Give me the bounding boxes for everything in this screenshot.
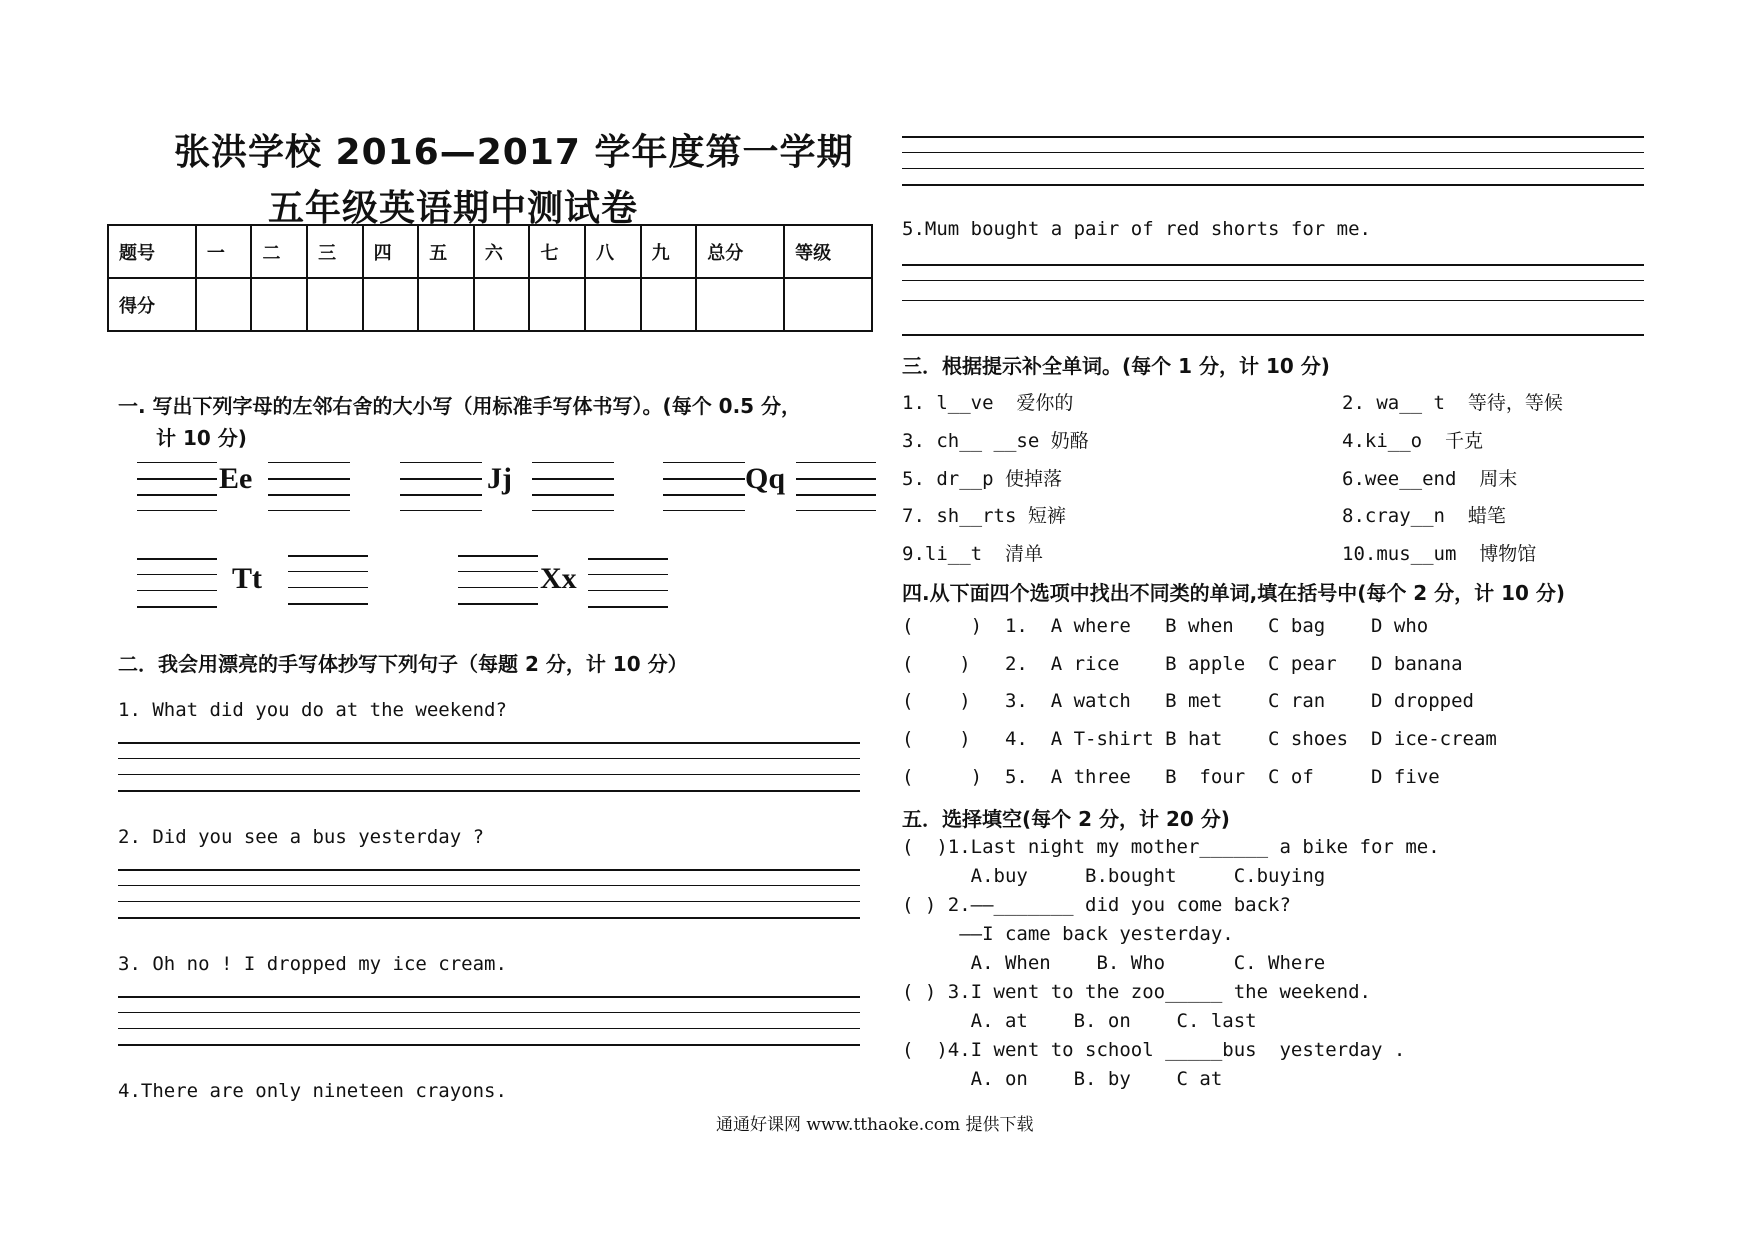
choice-item: ( ) 4. A T-shirt B hat C shoes D ice-cream (902, 728, 1497, 750)
word-item: 1. l__ve 爱你的 (902, 392, 1074, 414)
score-cell: 一 (196, 225, 252, 278)
score-input-cell[interactable] (696, 278, 784, 331)
letter-jj: Jj (487, 462, 512, 495)
score-table-score-row (108, 278, 872, 331)
word-item: 2. wa__ t 等待，等候 (1342, 392, 1563, 414)
score-input-cell[interactable] (641, 278, 697, 331)
word-item: 4.ki__o 千克 (1342, 430, 1483, 452)
score-table-header-row (108, 225, 872, 278)
word-item: 9.li__t 清单 (902, 543, 1043, 565)
word-item: 6.wee__end 周末 (1342, 468, 1518, 490)
score-input-cell[interactable] (307, 278, 363, 331)
choice-item: ( ) 1. A where B when C bag D who (902, 615, 1429, 637)
letter-xx: Xx (540, 562, 577, 595)
word-item: 8.cray__n 蜡笔 (1342, 505, 1506, 527)
word-item: 10.mus__um 博物馆 (1342, 543, 1537, 565)
copy-sentence: 5.Mum bought a pair of red shorts for me. (902, 218, 1371, 240)
choice-item: ( ) 3. A watch B met C ran D dropped (902, 690, 1474, 712)
fill-line: ( )1.Last night my mother______ a bike for me. (902, 836, 1440, 858)
score-input-cell[interactable] (585, 278, 641, 331)
word-item: 7. sh__rts 短裤 (902, 505, 1066, 527)
copy-sentence: 1. What did you do at the weekend? (118, 699, 507, 721)
score-cell: 五 (418, 225, 474, 278)
score-input-cell[interactable] (363, 278, 419, 331)
fill-line: ( ) 3.I went to the zoo_____ the weekend. (902, 981, 1371, 1003)
fill-line: A. on B. by C at (902, 1068, 1223, 1090)
score-cell: 三 (307, 225, 363, 278)
exam-title-line1: 张洪学校 2016—2017 学年度第一学期 (174, 132, 854, 173)
score-input-cell[interactable] (474, 278, 530, 331)
section2-heading: 二．我会用漂亮的手写体抄写下列句子（每题 2 分，计 10 分） (118, 652, 688, 676)
score-input-cell[interactable] (529, 278, 585, 331)
score-cell: 八 (585, 225, 641, 278)
copy-sentence: 4.There are only nineteen crayons. (118, 1080, 507, 1102)
score-cell: 题号 (108, 225, 196, 278)
section4-heading: 四.从下面四个选项中找出不同类的单词,填在括号中(每个 2 分，计 10 分) (902, 581, 1566, 605)
score-cell: 得分 (108, 278, 196, 331)
section1-heading: 一. 写出下列字母的左邻右舍的大小写（用标准手写体书写）。(每个 0.5 分， (118, 394, 802, 418)
fill-line: A. at B. on C. last (902, 1010, 1257, 1032)
fill-line: ( ) 2.——_______ did you come back? (902, 894, 1291, 916)
score-cell: 总分 (696, 225, 784, 278)
score-input-cell[interactable] (196, 278, 252, 331)
copy-sentence: 2. Did you see a bus yesterday ? (118, 826, 485, 848)
letter-tt: Tt (232, 562, 262, 595)
fill-line: ——I came back yesterday. (902, 923, 1234, 945)
fill-line: A. When B. Who C. Where (902, 952, 1326, 974)
word-item: 3. ch__ __se 奶酪 (902, 430, 1089, 452)
score-cell: 七 (529, 225, 585, 278)
section1-heading-cont: 计 10 分) (156, 426, 247, 450)
fill-line: ( )4.I went to school _____bus yesterday . (902, 1039, 1406, 1061)
letter-qq: Qq (745, 462, 786, 495)
copy-sentence: 3. Oh no ! I dropped my ice cream. (118, 953, 507, 975)
score-cell: 六 (474, 225, 530, 278)
score-cell: 九 (641, 225, 697, 278)
choice-item: ( ) 5. A three B four C of D five (902, 766, 1440, 788)
letter-ee: Ee (219, 462, 253, 495)
word-item: 5. dr__p 使掉落 (902, 468, 1062, 490)
choice-item: ( ) 2. A rice B apple C pear D banana (902, 653, 1463, 675)
score-cell: 等级 (784, 225, 872, 278)
score-input-cell[interactable] (251, 278, 307, 331)
score-cell: 二 (251, 225, 307, 278)
section3-heading: 三．根据提示补全单词。(每个 1 分，计 10 分) (902, 354, 1330, 378)
footer-credit: 通通好课网 www.tthaoke.com 提供下载 (716, 1115, 1034, 1135)
exam-title-line2: 五年级英语期中测试卷 (268, 188, 639, 229)
section5-heading: 五．选择填空(每个 2 分，计 20 分) (902, 807, 1230, 831)
score-table (107, 224, 873, 332)
score-cell: 四 (363, 225, 419, 278)
score-input-cell[interactable] (784, 278, 872, 331)
fill-line: A.buy B.bought C.buying (902, 865, 1326, 887)
score-input-cell[interactable] (418, 278, 474, 331)
